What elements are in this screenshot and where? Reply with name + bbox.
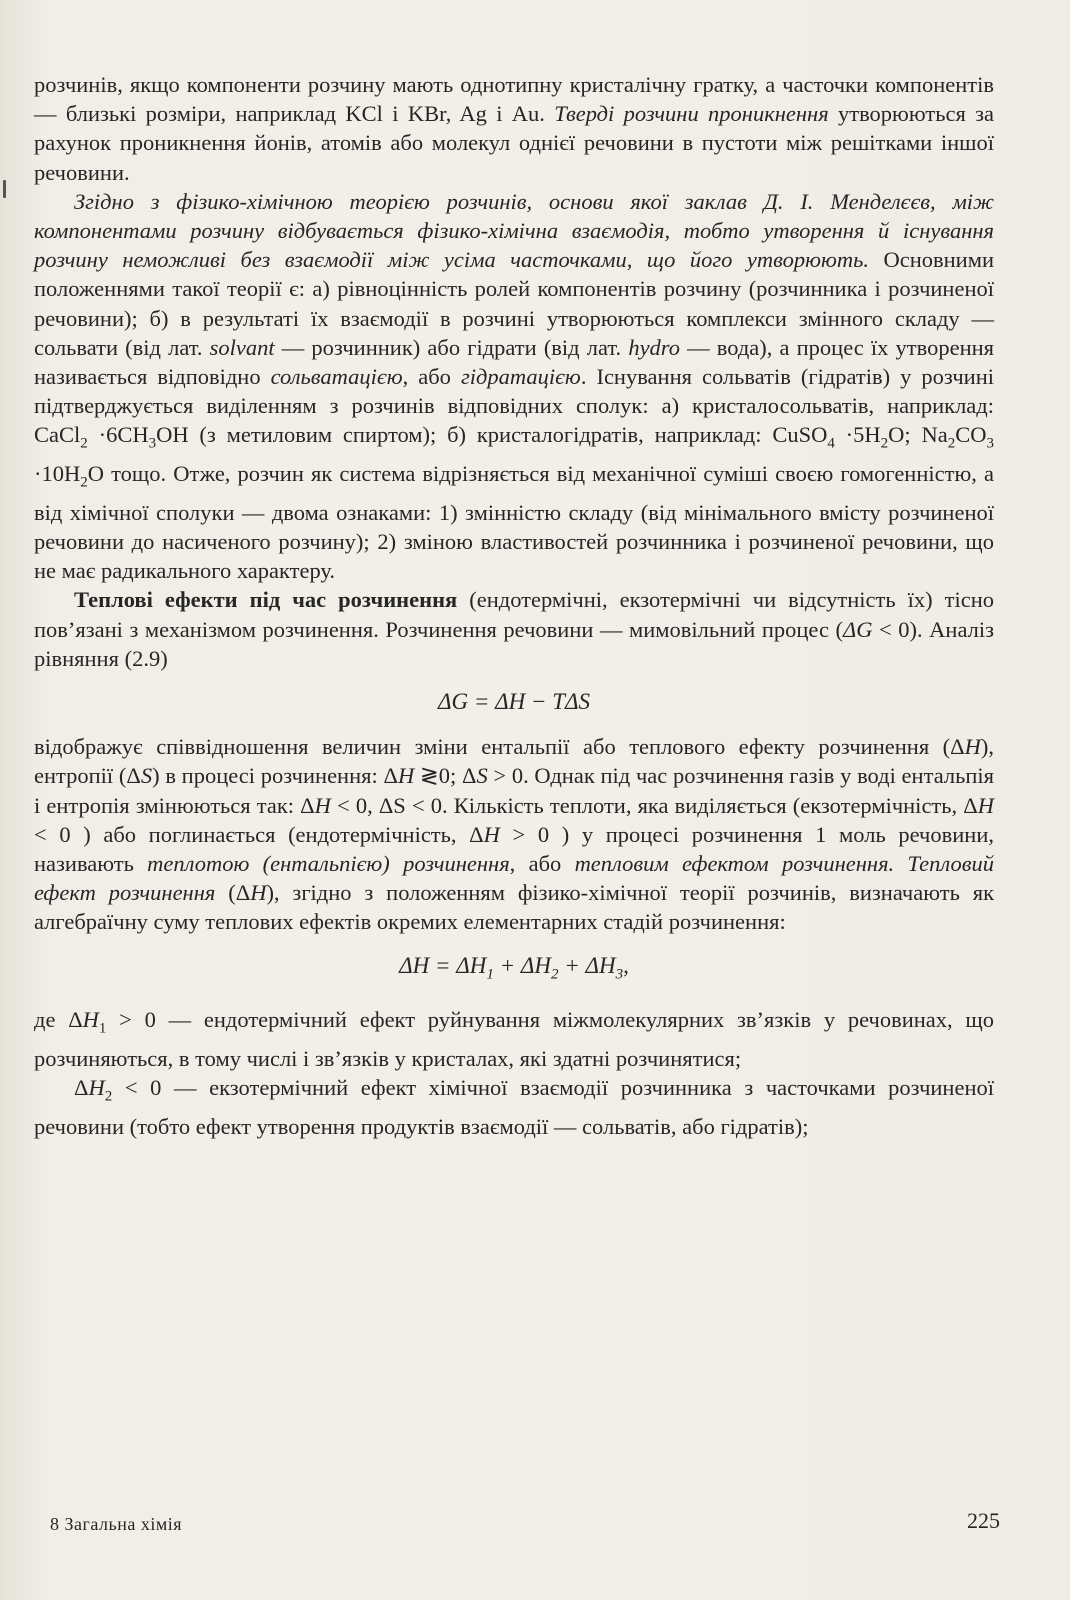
- enthalpy-sum-equation: $\Delta H = \Delta H_1 + \Delta H_2 + \Delta H_3$,: [399, 952, 629, 983]
- paragraph-heat-effects: Теплові ефекти під час розчинення (ендотермічні, екзотермічні чи відсутність їх) тісно пов’язані з механізмом розчинення. Розчинення речовини — мимовільний процес (ΔG < 0). Аналіз рівняння (2.9): [34, 587, 994, 671]
- gibbs-equation: ΔG = ΔH − TΔS: [437, 689, 591, 715]
- paragraph-dh1: де $\Delta H_1 > 0$ — ендотермічний ефект руйнування міжмолекулярних зв’язків у речовинах, що розчиняються, в тому числі і зв’язків у кристалах, які здатні розчинятися;: [34, 1007, 995, 1072]
- paragraph-enthalpy: відображує співвідношення величин зміни ентальпії або теплового ефекту розчинення (ΔH), ентропії (ΔS) в процесі розчинення: ΔH ≷0; ΔS > 0. Однак під час розчинення газів у воді ентальпія і ентропія змінюються так: ΔH < 0, ΔS < 0. Кількість теплоти, яка виділяється (екзотермічність, ΔH < 0 ) або поглинається (ендотермічність, ΔH > 0 ) у процесі розчинення 1 моль речовини, називають теплотою (ентальпією) розчинення, або тепловим ефектом розчинення. Тепловий ефект розчинення (ΔH), згідно з положенням фізико-хімічної теорії розчинів, визначають як алгебраїчну суму теплових ефектів окремих елементарних стадій розчинення:: [34, 734, 995, 935]
- body-text: [34, 70, 994, 1141]
- page-number: 225: [967, 1508, 1000, 1533]
- paragraph-dh2: $\Delta H_2 < 0$ — екзотермічний ефект хімічної взаємодії розчинника з часточками розчиненої речовини (тобто ефект утворення продуктів взаємодії — сольватів, або гідратів);: [34, 1075, 994, 1140]
- page-footer: [50, 1508, 1000, 1548]
- scan-artifact: [3, 180, 6, 198]
- paragraph-solid-solutions: розчинів, якщо компоненти розчину мають однотипну кристалічну гратку, а часточки компонентів — близькі розміри, наприклад KCl і KBr, Ag і Au. Тверді розчини проникнення утворюються за рахунок проникнення йонів, атомів або молекул однієї речовини в пустоти між решітками іншої речовини.: [34, 72, 995, 185]
- paragraph-theory: Згідно з фізико-хімічною теорією розчинів, основи якої заклав Д. І. Менделєєв, між компонентами розчину відбувається фізико-хімічна взаємодія, тобто утворення й існування розчину неможливі без взаємодії між усіма часточками, що його утворюють. Основними положеннями такої теорії є: а) рівноцінність ролей компонентів розчину (розчинника і розчиненої речовини); б) в результаті їх взаємодії в розчині утворюються комплекси змінного складу — сольвати (від лат. solvant — розчинник) або гідрати (від лат. hydro — вода), а процес їх утворення називається відповідно сольватацією, або гідратацією. Існування сольватів (гідратів) у розчині підтверджується виділенням з розчинів відповідних сполук: а) кристалосольватів, наприклад: CaCl$_2$ $\cdot 6CH_3OH$ (з метиловим спиртом); б) кристалогідратів, наприклад: CuSO$_4$ $\cdot 5H_2O$; $Na_2CO_3 \cdot 10H_2O$ тощо. Отже, розчин як система відрізняється від механічної суміші своєю гомогенністю, а від хімічної сполуки — двома ознаками: 1) змінністю складу (від мінімального вмісту розчиненої речовини до насиченого розчину); 2) зміною властивостей розчинника і розчиненої речовини, що не має радикального характеру.: [34, 188, 995, 584]
- signature-mark: 8 Загальна хімія: [50, 1514, 183, 1534]
